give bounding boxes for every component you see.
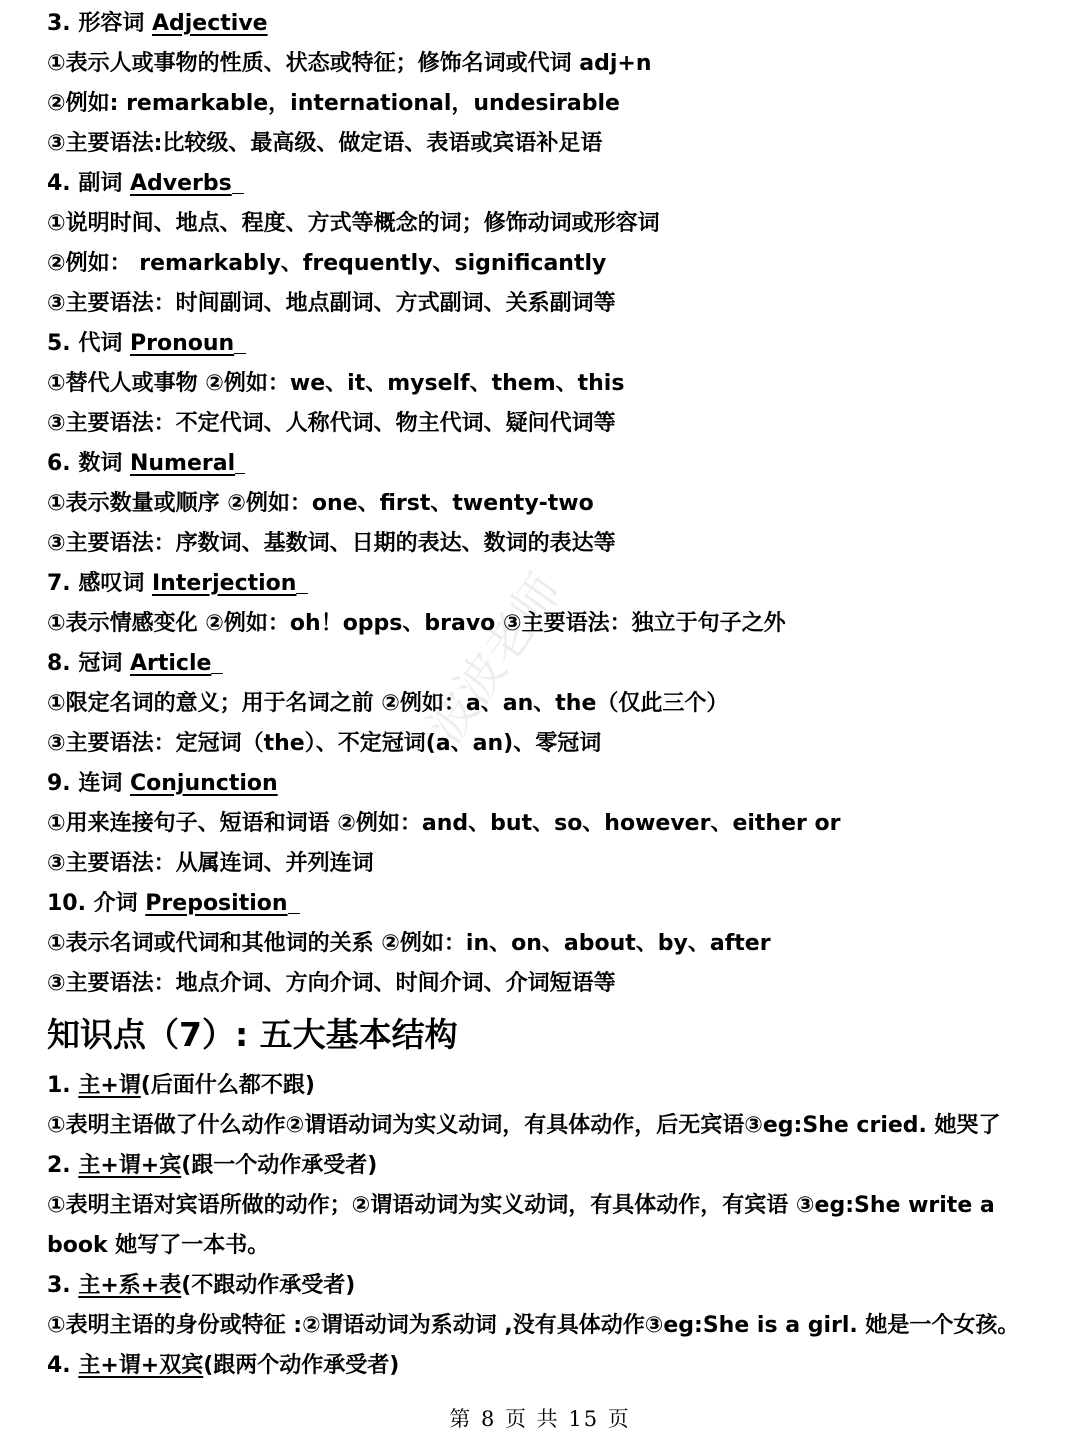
preposition-definition: ①表示名词或代词和其他词的关系 ②例如：in、on、about、by、after	[47, 931, 771, 956]
article-definition: ①限定名词的意义；用于名词之前 ②例如：a、an、the（仅此三个）	[47, 691, 729, 716]
structure-1-heading: 1. 主+谓(后面什么都不跟)	[47, 1073, 315, 1098]
preposition-grammar: ③主要语法：地点介词、方向介词、时间介词、介词短语等	[47, 971, 616, 996]
term-numeral: Numeral	[129, 451, 236, 476]
term-article: Article	[129, 651, 212, 676]
document-page	[47, 4, 1047, 1386]
structure-2-description: ①表明主语对宾语所做的动作；②谓语动词为实义动词，有具体动作，有宾语 ③eg:She write a	[47, 1193, 995, 1218]
structure-1-title: 主+谓	[78, 1073, 141, 1098]
adverbs-grammar: ③主要语法：时间副词、地点副词、方式副词、关系副词等	[47, 291, 616, 316]
heading-adjective: 3. 形容词 Adjective	[47, 11, 268, 36]
heading-pronoun: 5. 代词 Pronoun	[47, 324, 1047, 364]
structure-3-title: 主+系+表	[78, 1273, 182, 1298]
adjective-definition: ①表示人或事物的性质、状态或特征；修饰名词或代词 adj+n	[47, 51, 652, 76]
pronoun-definition: ①替代人或事物 ②例如：we、it、myself、them、this	[47, 371, 625, 396]
term-adverbs: Adverbs	[129, 171, 232, 196]
structure-2-heading: 2. 主+谓+宾(跟一个动作承受者)	[47, 1153, 378, 1178]
structure-4-heading: 4. 主+谓+双宾(跟两个动作承受者)	[47, 1353, 400, 1378]
heading-adverbs: 4. 副词 Adverbs	[47, 164, 1047, 204]
interjection-definition: ①表示情感变化 ②例如：oh！opps、bravo ③主要语法：独立于句子之外	[47, 611, 786, 636]
term-interjection: Interjection	[151, 571, 297, 596]
term-adjective: Adjective	[151, 11, 268, 36]
structure-4-title: 主+谓+双宾	[78, 1353, 204, 1378]
adjective-grammar: ③主要语法:比较级、最高级、做定语、表语或宾语补足语	[47, 131, 603, 156]
adjective-examples: ②例如: remarkable，international，undesirable	[47, 91, 620, 116]
term-pronoun: Pronoun	[129, 331, 235, 356]
conjunction-grammar: ③主要语法：从属连词、并列连词	[47, 851, 374, 876]
structure-2-description-cont: book 她写了一本书。	[47, 1233, 270, 1258]
structure-1-description: ①表明主语做了什么动作②谓语动词为实义动词，有具体动作，后无宾语③eg:She cried. 她哭了	[47, 1113, 1001, 1138]
term-conjunction: Conjunction	[129, 771, 278, 796]
structure-2-title: 主+谓+宾	[78, 1153, 182, 1178]
article-grammar: ③主要语法：定冠词（the）、不定冠词(a、an)、零冠词	[47, 731, 602, 756]
heading-interjection: 7. 感叹词 Interjection	[47, 564, 1047, 604]
structure-3-description: ①表明主语的身份或特征 :②谓语动词为系动词 ,没有具体动作③eg:She is a girl. 她是一个女孩。	[47, 1313, 1020, 1338]
heading-numeral: 6. 数词 Numeral	[47, 444, 1047, 484]
watermark: 波波老师	[417, 564, 574, 754]
heading-preposition: 10. 介词 Preposition	[47, 884, 1047, 924]
heading-conjunction: 9. 连词 Conjunction	[47, 771, 278, 796]
section-title: 知识点（7）: 五大基本结构	[47, 1015, 458, 1054]
heading-article: 8. 冠词 Article	[47, 644, 1047, 684]
numeral-definition: ①表示数量或顺序 ②例如：one、first、twenty-two	[47, 491, 594, 516]
pronoun-grammar: ③主要语法：不定代词、人称代词、物主代词、疑问代词等	[47, 411, 616, 436]
numeral-grammar: ③主要语法：序数词、基数词、日期的表达、数词的表达等	[47, 531, 616, 556]
structure-3-heading: 3. 主+系+表(不跟动作承受者)	[47, 1273, 356, 1298]
adverbs-definition: ①说明时间、地点、程度、方式等概念的词；修饰动词或形容词	[47, 211, 660, 236]
page-footer: 第 8 页 共 15 页	[449, 1407, 631, 1431]
adverbs-examples: ②例如： remarkably、frequently、significantly	[47, 251, 607, 276]
conjunction-definition: ①用来连接句子、短语和词语 ②例如：and、but、so、however、either or	[47, 811, 841, 836]
term-preposition: Preposition	[145, 891, 288, 916]
